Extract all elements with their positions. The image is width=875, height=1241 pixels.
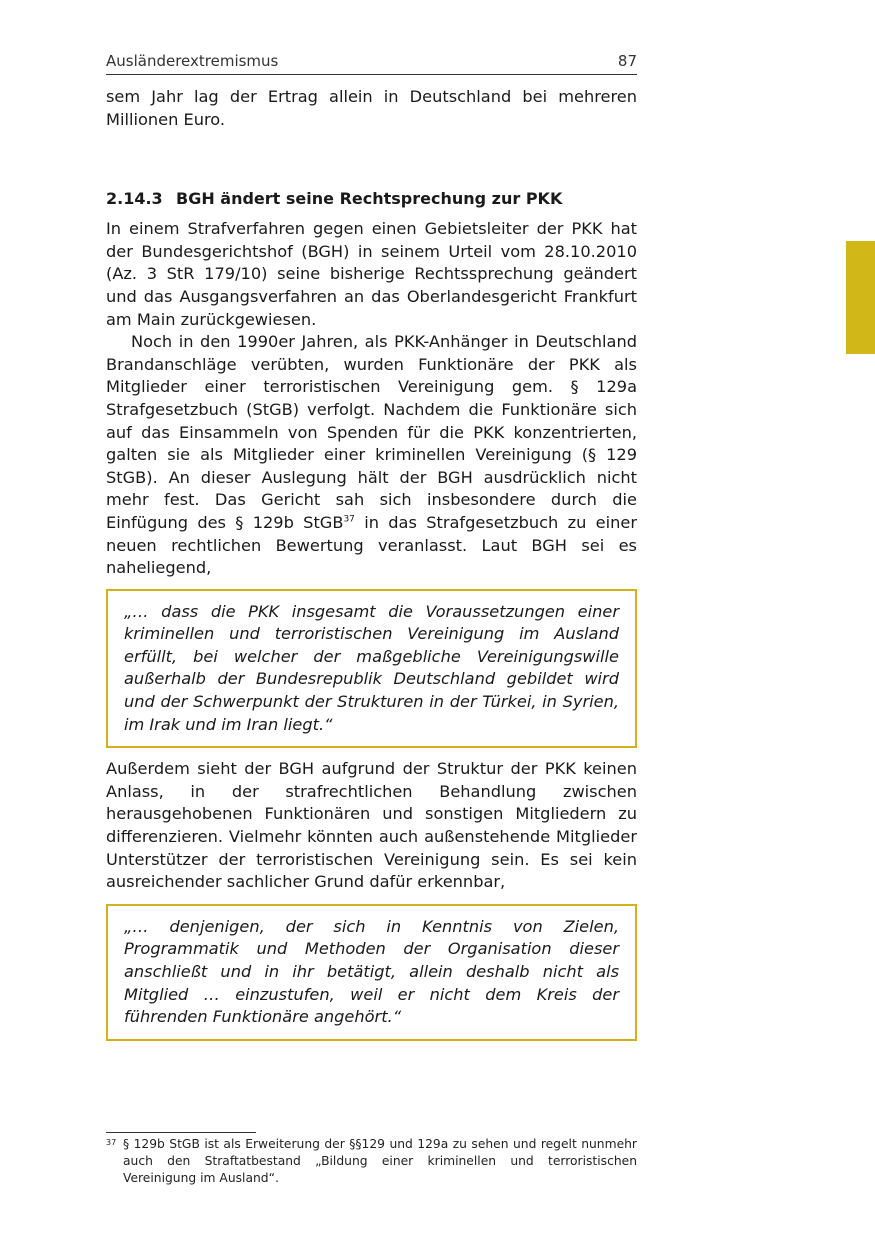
running-title: Ausländerextremismus xyxy=(106,52,279,70)
section-heading xyxy=(106,188,637,210)
section-number: 2.14.3 xyxy=(106,189,163,209)
paragraph-intro: In einem Strafverfahren gegen einen Gebietsleiter der PKK hat der Bundesgerichtshof (BGH) in seinem Urteil vom 28.10.2010 (Az. 3 StR 179/10) seine bisherige Rechtssprechung geändert und das Ausgangsverfahren an das Oberlandesgericht Frankfurt am Main zurückgewiesen. xyxy=(106,219,637,329)
paragraph-history xyxy=(106,331,637,580)
section-title: BGH ändert seine Rechtsprechung zur PKK xyxy=(176,189,563,209)
paragraph-structure: Außerdem sieht der BGH aufgrund der Struktur der PKK keinen Anlass, in der strafrechtlichen Behandlung zwischen herausgehobenen Funktionären und sonstigen Mitgliedern zu differenzieren. Vielmehr könnten auch außenstehende Mitglieder Unterstützer der terroristischen Vereinigung sein. Es sei kein ausreichender sachlicher Grund dafür erkennbar, xyxy=(106,759,637,892)
page-number: 87 xyxy=(617,52,637,70)
footnote-divider xyxy=(106,1132,256,1133)
footnote-reference[interactable]: 37 xyxy=(343,514,355,525)
paragraph-history-text-2: in das Strafgesetzbuch zu einer neuen rechtlichen Bewertung veranlasst. Laut BGH sei es naheliegend, xyxy=(106,512,637,578)
footnote-mark: 37 xyxy=(106,1138,117,1147)
chapter-thumb-tab xyxy=(846,241,875,354)
quote-box-2: „… denjenigen, der sich in Kenntnis von Zielen, Programmatik und Methoden der Organisation dieser anschließt und in ihr betätigt, allein deshalb nicht als Mitglied … einzustufen, weil er nicht dem Kreis der führenden Funktionäre angehört.“ xyxy=(106,904,637,1041)
running-header xyxy=(106,50,637,75)
quote-box-1: „… dass die PKK insgesamt die Voraussetzungen einer kriminellen und terroristischen Vereinigung im Ausland erfüllt, bei welcher der maßgebliche Vereinigungswille außerhalb der Bundesrepublik Deutschland gebildet wird und der Schwerpunkt der Strukturen in der Türkei, in Syrien, im Irak und im Iran liegt.“ xyxy=(106,589,637,749)
paragraph-history-text-1: Noch in den 1990er Jahren, als PKK-Anhänger in Deutschland Brandanschläge verübten, wurden Funktionäre der PKK als Mitglieder einer terroristischen Vereinigung gem. § 129a Strafgesetzbuch (StGB) verfolgt. Nachdem die Funktionäre sich auf das Einsammeln von Spenden für die PKK konzentrierten, galten sie als Mitglieder einer kriminellen Vereinigung (§ 129 StGB). An dieser Auslegung hält der BGH ausdrücklich nicht mehr fest. Das Gericht sah sich insbesondere durch die Einfügung des § 129b StGB xyxy=(106,332,637,532)
page-body xyxy=(106,86,637,1041)
footnote xyxy=(106,1136,637,1187)
footnote-text: § 129b StGB ist als Erweiterung der §§129 und 129a zu sehen und regelt nunmehr auch den Straftatbestand „Bildung einer kriminellen und terroristischen Vereinigung im Ausland“. xyxy=(123,1137,637,1185)
paragraph-continuation: sem Jahr lag der Ertrag allein in Deutschland bei mehreren Millionen Euro. xyxy=(106,87,637,129)
